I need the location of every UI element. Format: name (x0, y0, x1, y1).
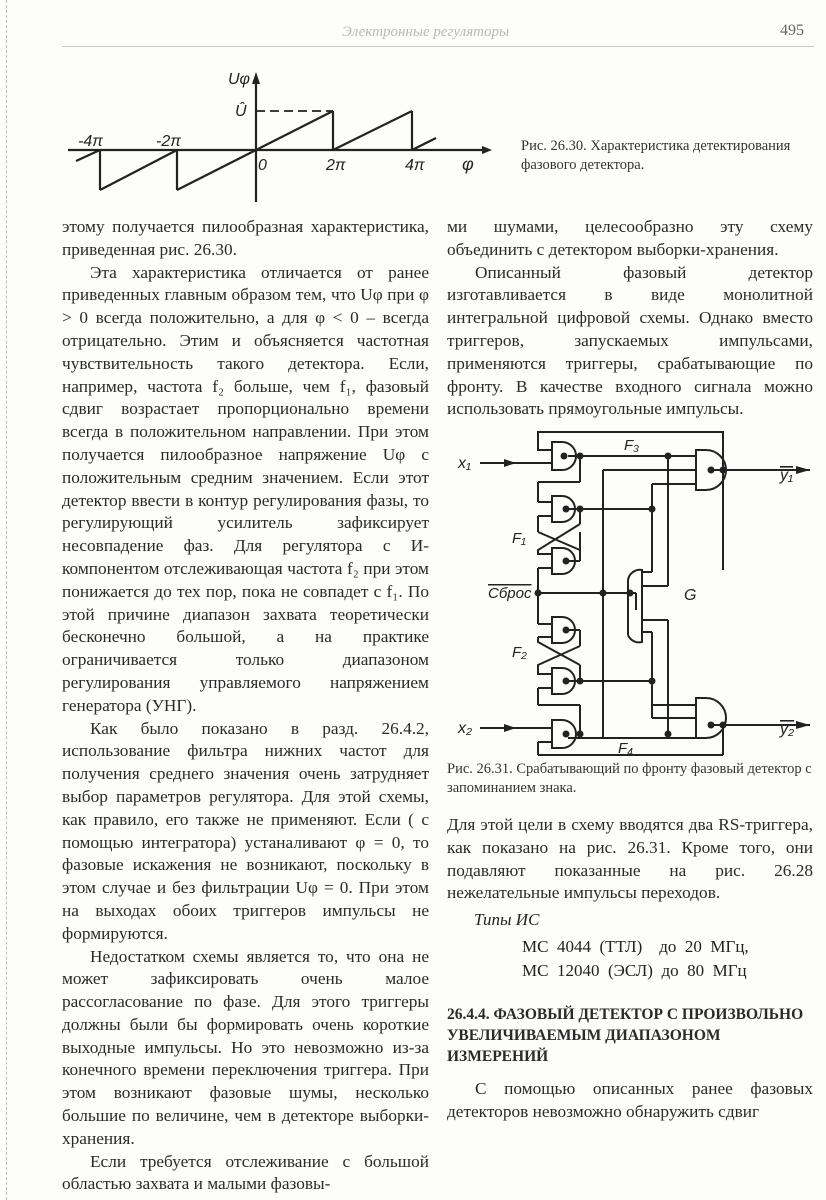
paragraph: этому получается пилообразная характеристика, приведенная рис. 26.30. (62, 217, 429, 259)
tick-2pi: 2π (326, 157, 346, 174)
figure-26-30-caption: Рис. 26.30. Характеристика детектирования фазового детектора. (521, 138, 791, 173)
peak-label: Û (235, 103, 247, 120)
figure-26-30-sawtooth-chart (50, 60, 510, 210)
output-y2-label: y₂ (780, 721, 795, 738)
paragraph: Если требуется отслеживание с большой областью захвата и малыми фазовы- (62, 1151, 429, 1194)
ic-types-title: Типы ИС (474, 910, 540, 929)
g-label: G (684, 587, 697, 604)
paragraph: Описанный фазовый детектор изготавливается в виде монолитной интегральной цифровой схемы. Однако вместо триггеров, запускаемых импульсами, применяются триггеры, срабатывающие по фронту. В качестве входного сигнала можно использовать прямоугольные импульсы. (447, 262, 813, 419)
figure-26-31-circuit-diagram (440, 420, 826, 760)
f4-label: F₄ (618, 740, 634, 757)
f1-label: F₁ (512, 530, 526, 547)
input-x1-label: x₁ (458, 455, 472, 472)
figure-26-31-caption: Рис. 26.31. Срабатывающий по фронту фазовый детектор с запоминанием знака. (447, 761, 812, 796)
output-y1-label: y₁ (780, 467, 794, 484)
tick-zero: 0 (258, 157, 267, 174)
paragraph: Для этой цели в схему вводятся два RS-триггера, как показано на рис. 26.31. Кроме того, они подавляют показанные на рис. 26.28 нежелательные импульсы переходов. (447, 815, 813, 903)
section-heading: 26.4.4. ФАЗОВЫЙ ДЕТЕКТОР С ПРОИЗВОЛЬНО УВЕЛИЧИВАЕМЫМ ДИАПАЗОНОМ ИЗМЕРЕНИЙ (447, 1006, 804, 1065)
right-column-bottom (447, 1078, 813, 1124)
tick-4pi: 4π (405, 157, 425, 174)
reset-label: Сброс (488, 585, 532, 602)
tick-minus-2pi: -2π (156, 133, 181, 150)
y-axis-label: Uφ (228, 71, 250, 88)
x-axis-label: φ (462, 154, 474, 174)
page-number: 495 (780, 22, 804, 39)
running-header (62, 22, 814, 47)
f3-label: F₃ (624, 437, 640, 454)
paragraph: Эта характеристика отличается от ранее приведенных главным образом тем, что Uφ при φ > 0 всегда положительно, а для φ < 0 – всегда отрицательно. Этим и объясняется частотная чувствительность такого детектора. Если, например, частота f₂ больше, чем f₁, фазовый сдвиг возрастает пропорционально времени всегда в положительном направлении. При этом получается пилообразное напряжение Uφ с положительным средним значением. Если этот детектор ввести в контур регулирования фазы, то регулирующий усилитель зафиксирует несовпадение фаз. Для регулятора с И-компонентом отслеживающая частота f₂ при этом понижается до тех пор, пока не совпадет с f₁. По этой причине диапазон захвата теоретически бесконечно большой, а на практике ограничивается только диапазоном регулирования управляемого напряжением генератора (УНГ). (62, 262, 429, 715)
paragraph: Как было показано в разд. 26.4.2, использование фильтра нижних частот для получения среднего значения очень затрудняет выбор параметров регулятора. Для этой схемы, как правило, его также не применяют. Если ( с помощью интегратора) устаналивают φ = 0, то фазовые искажения не возникают, поскольку в этом случае и без фильтрации Uφ = 0. При этом на выходах обоих триггеров импульсы не формируются. (62, 718, 429, 943)
ic-type-item: МС 4044 (ТТЛ) до 20 МГц, (522, 937, 749, 956)
ic-types-list (522, 935, 749, 983)
right-column-middle (447, 814, 813, 905)
tick-minus-4pi: -4π (78, 133, 103, 150)
running-title: Электронные регуляторы (342, 24, 510, 40)
scan-edge (6, 0, 8, 1200)
f2-label: F₂ (512, 644, 527, 661)
left-column (62, 216, 429, 1196)
right-column-top (447, 216, 813, 421)
paragraph: ми шумами, целесообразно эту схему объединить с детектором выборки-хранения. (447, 217, 813, 259)
paragraph: С помощью описанных ранее фазовых детекторов невозможно обнаружить сдвиг (447, 1079, 813, 1121)
paragraph: Недостатком схемы является то, что она не может зафиксировать очень малое рассогласование по фазе. Для этого триггеры должны были бы формировать очень короткие выходные импульсы. Но это невозможно из-за конечного времени переключения триггера. При этом возникают фазовые шумы, несколько большие по величине, чем в детекторе выборки-хранения. (62, 946, 429, 1148)
input-x2-label: x₂ (458, 720, 473, 737)
ic-type-item: МС 12040 (ЭСЛ) до 80 МГц (522, 961, 747, 980)
